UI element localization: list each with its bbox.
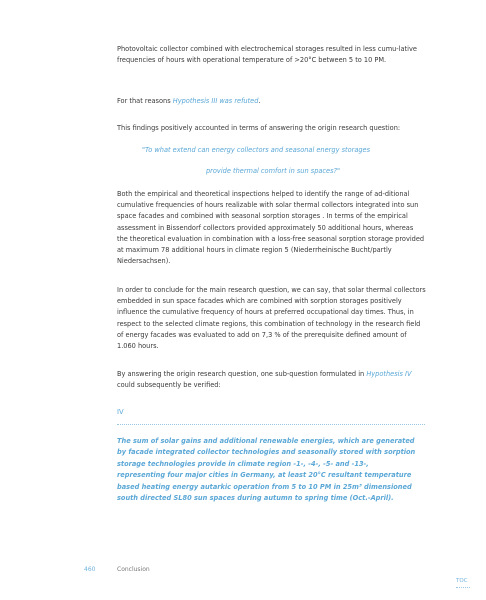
paragraph-text: For that reasons xyxy=(117,97,173,105)
page-number: 460 xyxy=(84,566,96,573)
research-question-line-1: "To what extend can energy collectors and seasonal energy storages xyxy=(142,146,371,154)
paragraph-findings xyxy=(117,123,426,134)
paragraph-inspections xyxy=(117,189,426,267)
paragraph-conclusion xyxy=(117,285,426,352)
toc-link[interactable]: TOC xyxy=(456,578,468,584)
paragraph-text: Photovoltaic collector combined with electrochemical storages resulted in less cumu-lative frequencies of hours with operational temperature of >20°C between 5 to 10 PM. xyxy=(117,45,417,65)
paragraph-text: This findings positively accounted in terms of answering the origin research question: xyxy=(117,124,401,132)
paragraph-text: could subsequently be verified: xyxy=(117,381,221,390)
hypothesis-statement: The sum of solar gains and additional renewable energies, which are generated by facade integrated collector technologies and seasonally stored with sorption storage technologies provide in climate region -1-, -4-, -5- and -13-, representing four major cities in Germany, at least 20°C resultant temperature based heating energy autarkic operation from 5 to 10 PM in 25m³ dimensioned south directed SL80 sun spaces during autumn to spring time (Oct.-April). xyxy=(117,437,416,503)
paragraph-text: Both the empirical and theoretical inspections helped to identify the range of ad-ditional cumulative frequencies of hours realizable with solar thermal collectors integrated into sun space facades and combined with seasonal sorption storages . In terms of the empirical assessment in Bissendorf collectors provided approximately 50 additional hours, whereas the theoretical evaluation in combination with a loss-free seasonal sorption storage provided at maximum 78 additional hours in climate region 5 (Niederrheinische Bucht/partly Niedersachsen). xyxy=(117,190,425,266)
paragraph-text: . xyxy=(258,97,261,105)
paragraph-text: In order to conclude for the main research question, we can say, that solar thermal collectors embedded in sun space facades which are combined with sorption storages positively influence the cumulative frequency of hours at preferred occupational day times. Thus, in respect to the selected climate regions, this combination of technology in the research field of energy facades was evaluated to add on 7,3 % of the prerequisite defined amount of 1.060 hours. xyxy=(117,286,426,351)
section-label: Conclusion xyxy=(117,566,150,573)
research-question-line-2: provide thermal comfort in sun spaces?" xyxy=(206,167,341,175)
dotted-divider xyxy=(117,424,425,425)
hypothesis-iv-link[interactable]: Hypothesis IV xyxy=(366,370,412,378)
hypothesis-iii-link[interactable]: Hypothesis III was refuted xyxy=(172,97,259,105)
paragraph-pv-result xyxy=(117,44,426,66)
paragraph-hypothesis-iii xyxy=(117,96,426,107)
toc-underline xyxy=(456,587,470,588)
paragraph-hypothesis-iv-ref xyxy=(117,369,426,391)
paragraph-text: By answering the origin research question, one sub-question formulated in xyxy=(117,370,367,378)
hypothesis-number: IV xyxy=(117,408,124,416)
